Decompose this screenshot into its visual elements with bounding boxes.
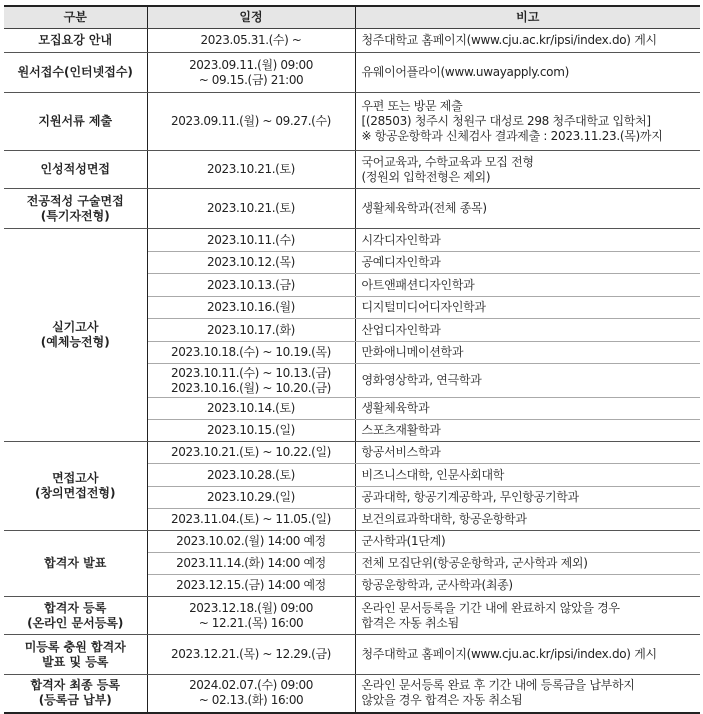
table-row (4, 93, 700, 151)
category-cell: 합격자 발표 (4, 531, 147, 597)
schedule-cell: 2023.09.11.(월) 09:00 ~ 09.15.(금) 21:00 (147, 53, 355, 93)
remarks-cell: 항공서비스학과 (355, 442, 700, 464)
schedule-cell: 2023.10.16.(월) (147, 297, 355, 319)
table-row (4, 675, 700, 713)
schedule-cell: 2023.05.31.(수) ~ (147, 29, 355, 53)
schedule-cell: 2023.10.28.(토) (147, 464, 355, 487)
remarks-cell: 비즈니스대학, 인문사회대학 (355, 464, 700, 487)
remarks-cell: 아트앤패션디자인학과 (355, 274, 700, 297)
remarks-cell: 공과대학, 항공기계공학과, 무인항공기학과 (355, 487, 700, 509)
schedule-cell: 2023.12.21.(목) ~ 12.29.(금) (147, 635, 355, 675)
table-row (4, 635, 700, 675)
schedule-cell: 2023.10.11.(수) (147, 229, 355, 252)
schedule-cell: 2023.10.13.(금) (147, 274, 355, 297)
category-cell: 인성적성면접 (4, 151, 147, 189)
category-cell: 합격자 등록 (온라인 문서등록) (4, 597, 147, 635)
schedule-cell: 2023.10.18.(수) ~ 10.19.(목) (147, 342, 355, 364)
remarks-cell: 전체 모집단위(항공운항학과, 군사학과 제외) (355, 553, 700, 575)
remarks-cell: 우편 또는 방문 제출 [(28503) 청주시 청원구 대성로 298 청주대학교 입학처] ※ 항공운항학과 신체검사 결과제출 : 2023.11.23.(목)까지 (355, 93, 700, 151)
table-row (4, 597, 700, 635)
table-row (4, 29, 700, 53)
schedule-cell: 2023.10.15.(일) (147, 420, 355, 442)
remarks-cell: 항공운항학과, 군사학과(최종) (355, 575, 700, 597)
table-row (4, 151, 700, 189)
remarks-cell: 영화영상학과, 연극학과 (355, 364, 700, 398)
header-remarks: 비고 (355, 6, 700, 29)
category-cell: 실기고사 (예체능전형) (4, 229, 147, 442)
category-cell: 면접고사 (창의면접전형) (4, 442, 147, 531)
table-row (4, 189, 700, 229)
header-row (4, 6, 700, 29)
remarks-cell: 공예디자인학과 (355, 252, 700, 274)
schedule-cell: 2023.10.17.(화) (147, 319, 355, 342)
category-cell: 지원서류 제출 (4, 93, 147, 151)
header-category: 구분 (4, 6, 147, 29)
table-row (4, 229, 700, 252)
schedule-cell: 2023.10.11.(수) ~ 10.13.(금) 2023.10.16.(월) ~ 10.20.(금) (147, 364, 355, 398)
schedule-cell: 2023.12.18.(월) 09:00 ~ 12.21.(목) 16:00 (147, 597, 355, 635)
schedule-cell: 2023.10.21.(토) (147, 189, 355, 229)
table-row (4, 53, 700, 93)
category-cell: 합격자 최종 등록 (등록금 납부) (4, 675, 147, 713)
remarks-cell: 보건의료과학대학, 항공운항학과 (355, 509, 700, 531)
category-cell: 모집요강 안내 (4, 29, 147, 53)
remarks-cell: 시각디자인학과 (355, 229, 700, 252)
admission-schedule-table (4, 5, 700, 714)
remarks-cell: 온라인 문서등록을 기간 내에 완료하지 않았을 경우 합격은 자동 취소됨 (355, 597, 700, 635)
schedule-cell: 2023.10.29.(일) (147, 487, 355, 509)
schedule-cell: 2023.11.14.(화) 14:00 예정 (147, 553, 355, 575)
remarks-cell: 청주대학교 홈페이지(www.cju.ac.kr/ipsi/index.do) 게시 (355, 635, 700, 675)
category-cell: 미등록 충원 합격자 발표 및 등록 (4, 635, 147, 675)
schedule-cell: 2023.10.12.(목) (147, 252, 355, 274)
remarks-cell: 온라인 문서등록 완료 후 기간 내에 등록금을 납부하지 않았을 경우 합격은 자동 취소됨 (355, 675, 700, 713)
remarks-cell: 스포츠재활학과 (355, 420, 700, 442)
schedule-cell: 2023.11.04.(토) ~ 11.05.(일) (147, 509, 355, 531)
schedule-cell: 2023.09.11.(월) ~ 09.27.(수) (147, 93, 355, 151)
table-row (4, 442, 700, 464)
remarks-cell: 생활체육학과 (355, 398, 700, 420)
remarks-cell: 군사학과(1단계) (355, 531, 700, 553)
remarks-cell: 산업디자인학과 (355, 319, 700, 342)
remarks-cell: 청주대학교 홈페이지(www.cju.ac.kr/ipsi/index.do) 게시 (355, 29, 700, 53)
schedule-cell: 2023.10.02.(월) 14:00 예정 (147, 531, 355, 553)
remarks-cell: 만화애니메이션학과 (355, 342, 700, 364)
remarks-cell: 국어교육과, 수학교육과 모집 전형 (정원외 입학전형은 제외) (355, 151, 700, 189)
remarks-cell: 생활체육학과(전체 종목) (355, 189, 700, 229)
remarks-cell: 디지털미디어디자인학과 (355, 297, 700, 319)
schedule-cell: 2023.10.14.(토) (147, 398, 355, 420)
remarks-cell: 유웨이어플라이(www.uwayapply.com) (355, 53, 700, 93)
category-cell: 전공적성 구술면접 (특기자전형) (4, 189, 147, 229)
schedule-cell: 2023.12.15.(금) 14:00 예정 (147, 575, 355, 597)
schedule-cell: 2023.10.21.(토) (147, 151, 355, 189)
category-cell: 원서접수(인터넷접수) (4, 53, 147, 93)
schedule-cell: 2024.02.07.(수) 09:00 ~ 02.13.(화) 16:00 (147, 675, 355, 713)
table-row (4, 531, 700, 553)
schedule-cell: 2023.10.21.(토) ~ 10.22.(일) (147, 442, 355, 464)
header-schedule: 일정 (147, 6, 355, 29)
